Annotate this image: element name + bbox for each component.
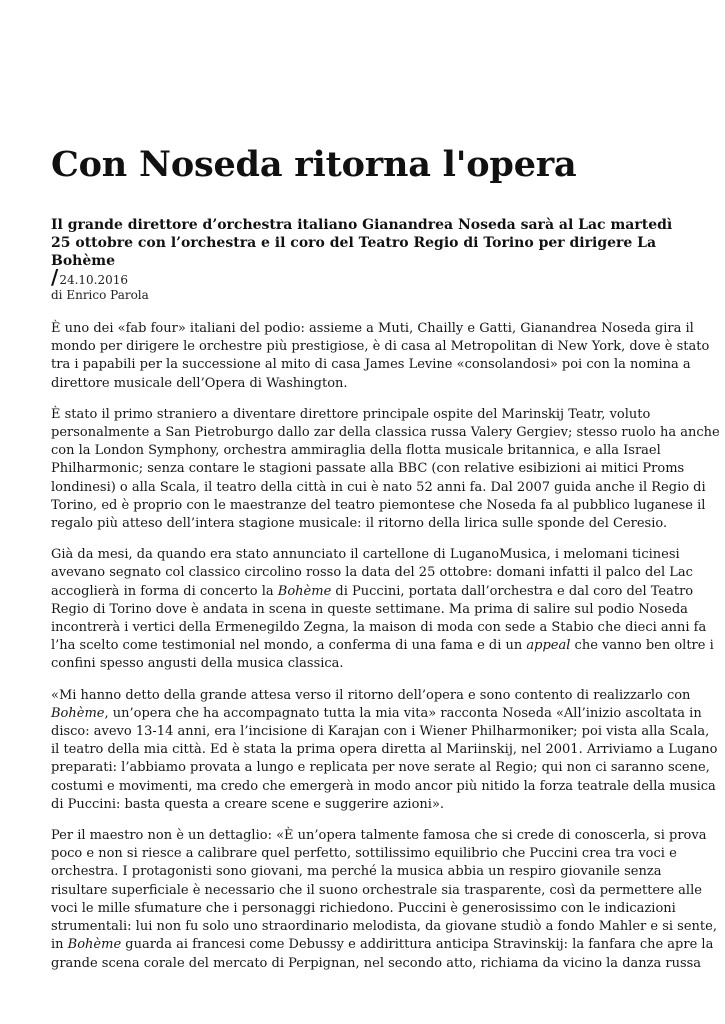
italic-title: Bohème [67,937,122,953]
paragraph-line [51,936,714,954]
text-run: tra i papabili per la successione al mito di casa James Levine «consolandosi» poi con la nomina a [51,357,691,373]
text-run: È uno dei «fab four» italiani del podio: assieme a Muti, Chailly e Gatti, Gianandrea Noseda gira il [51,321,694,336]
article-meta [51,265,149,303]
text-run: che vanno ben oltre i [570,638,714,654]
article-paragraph [51,406,720,533]
paragraph-line [51,460,685,478]
article-paragraph [51,827,717,973]
text-run: personalmente a San Pietroburgo dallo zar della classica russa Valery Gergiev; stesso ruolo ha anche [51,425,720,441]
paragraph-line [51,338,710,356]
paragraph-line [51,406,677,424]
text-run: costumi e movimenti, ma credo che emergerà in modo ancor più nitido la forza teatrale della musica [51,778,716,794]
paragraph-line [51,723,710,741]
text-run: Già da mesi, da quando era stato annunciato il cartellone di LuganoMusica, i melomani ticinesi [51,547,680,563]
article-date-line [51,265,149,289]
paragraph-line [51,778,716,796]
text-run: con la London Symphony, orchestra ammiraglia della flotta musicale britannica, e alla Israel [51,443,661,459]
paragraph-line [51,564,693,582]
text-run: Per il maestro non è un dettaglio: «È un’opera talmente famosa che si crede di conoscerla, si prova [51,828,707,844]
paragraph-line [51,687,691,705]
paragraph-line [51,637,714,655]
text-run: voci le mille sfumature che i personaggi richiedono. Puccini è generosissimo con le indicazioni [51,900,676,916]
paragraph-line [51,918,717,936]
article-paragraph [51,546,714,673]
text-run: strumentali: lui non fu solo uno straordinario melodista, da giovane studiò a fondo Mahler e si sente, [51,919,717,935]
paragraph-line [51,619,707,637]
text-run: Torino, ed è proprio con le maestranze del teatro piemontese che Noseda fa al pubblico luganese il [51,497,706,513]
text-run: Philharmonic; senza contare le stagioni passate alla BBC (con relative esibizioni ai mitici Proms [51,461,685,477]
article-body [51,320,720,986]
text-run: l’ha scelto come testimonial nel mondo, a conferma di una fama e di un [51,638,527,654]
paragraph-line [51,827,707,845]
paragraph-line [51,479,706,497]
text-run: È stato il primo straniero a diventare direttore principale ospite del Marinskij Teatr, voluto [51,406,651,422]
paragraph-line [51,705,702,723]
paragraph-line [51,546,680,564]
italic-title: Bohème [51,705,105,721]
article-paragraph [51,320,710,393]
text-run: avevano segnato col classico circolino rosso la data del 25 ottobre: domani infatti il palco del Lac [51,565,693,581]
article-paragraph [51,687,718,814]
paragraph-line [51,601,688,619]
text-run: «Mi hanno detto della grande attesa verso il ritorno dell’opera e sono contento di realizzarlo con [51,687,691,703]
text-run: in [51,937,68,953]
text-run: confini spesso angusti della musica classica. [51,656,344,672]
text-run: regalo più atteso dell’intera stagione musicale: il ritorno della lirica sulle sponde del Ceresio. [51,516,668,532]
text-run: guarda ai francesi come Debussy e addirittura anticipa Stravinskij: la fanfara che apre la [121,937,714,953]
paragraph-line [51,741,718,759]
paragraph-line [51,863,677,881]
paragraph-line [51,796,677,814]
date-slash-mark: / [51,265,59,289]
paragraph-line [51,655,677,673]
article-title: Con Noseda ritorna l'opera [51,144,577,185]
italic-title: Bohème [277,583,332,599]
paragraph-line [51,515,677,533]
article-date: 24.10.2016 [59,273,129,287]
text-run: preparati: l’abbiamo provata a lungo e replicata per nove serate al Regio; qui non ci saranno scene, [51,760,710,776]
paragraph-line [51,900,677,918]
text-run: londinesi) o alla Scala, il teatro della città in cui è nato 52 anni fa. Dal 2007 guida anche il Regio di [51,479,706,495]
text-run: accoglierà in forma di concerto la [51,583,278,599]
text-run: grande scena corale del mercato di Perpignan, nel secondo atto, richiama da vicino la danza russa [51,955,702,971]
article-byline: di Enrico Parola [51,288,149,302]
text-run: Regio di Torino dove è andata in scena in queste settimane. Ma prima di salire sul podio Noseda [51,601,688,617]
article-subtitle: Il grande direttore d’orchestra italiano Gianandrea Noseda sarà al Lac martedì 25 ottobre con l’orchestra e il coro del Teatro Regio di Torino per dirigere La Bohème [51,217,673,269]
text-run: , un’opera che ha accompagnato tutta la mia vita» racconta Noseda «All’inizio ascoltata in [104,705,702,721]
text-run: mondo per dirigere le orchestre più prestigiose, è di casa al Metropolitan di New York, dove è stato [51,339,710,355]
italic-title: appeal [526,638,571,654]
paragraph-line [51,955,702,973]
text-run: risultare superficiale è necessario che il suono orchestrale sia trasparente, così da permettere alle [51,882,702,898]
paragraph-line [51,497,706,515]
text-run: poco e non si riesce a calibrare quel perfetto, sottilissimo equilibrio che Puccini crea tra voci e [51,846,677,862]
text-run: di Puccini, portata dall’orchestra e dal coro del Teatro [331,583,694,599]
text-run: il teatro della mia città. Ed è stata la prima opera diretta al Mariinskij, nel 2001. Arriviamo a Lugano [51,742,718,758]
paragraph-line [51,759,710,777]
text-run: incontrerà i vertici della Ermenegildo Zegna, la maison di moda con sede a Stabio che dieci anni fa [51,620,707,636]
paragraph-line [51,583,694,601]
text-run: di Puccini: basta questa a creare scene e suggerire azioni». [51,796,445,812]
text-run: disco: avevo 13-14 anni, era l’incisione di Karajan con i Wiener Philharmoniker; poi vista alla Scala, [51,724,710,740]
paragraph-line [51,424,720,442]
text-run: direttore musicale dell’Opera di Washington. [51,375,348,391]
paragraph-line [51,320,694,338]
paragraph-line [51,845,677,863]
text-run: orchestra. I protagonisti sono giovani, ma perché la musica abbia un respiro giovanile senza [51,864,662,880]
paragraph-line [51,375,677,393]
paragraph-line [51,882,702,900]
paragraph-line [51,442,677,460]
paragraph-line [51,356,691,374]
